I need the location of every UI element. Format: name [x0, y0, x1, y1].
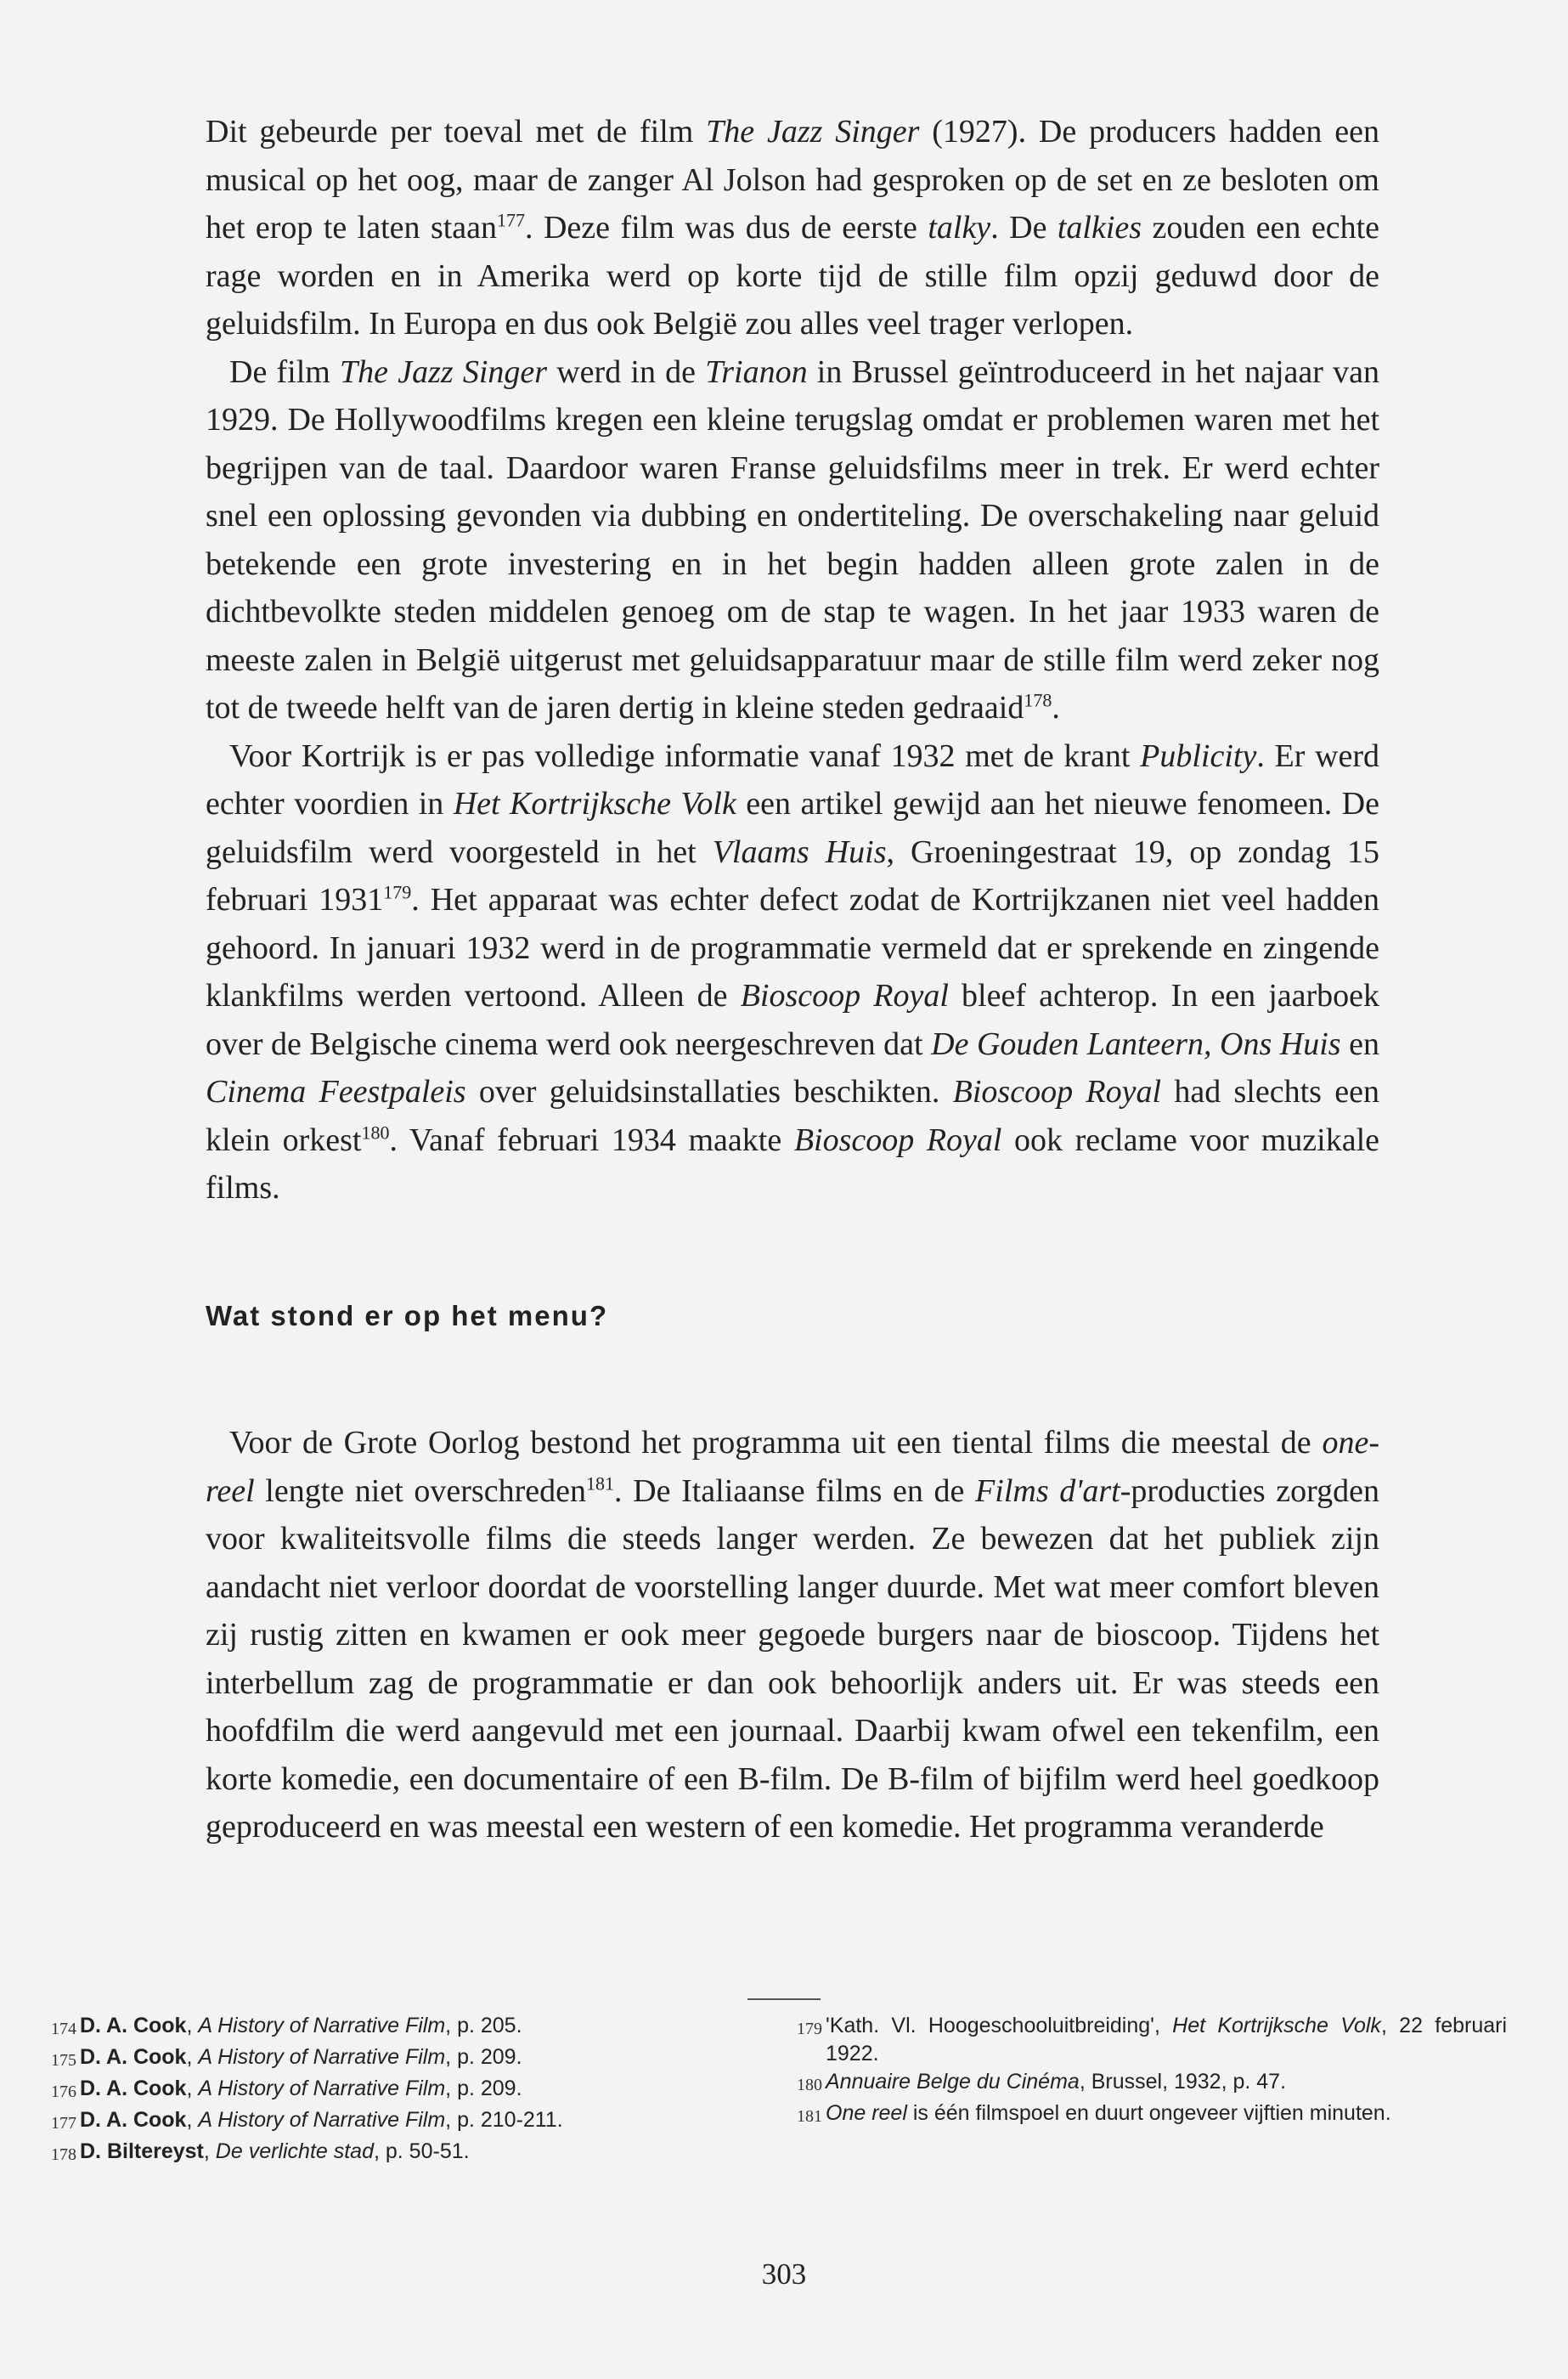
italic-run: Het Kortrijksche Volk: [453, 786, 736, 822]
body-text-bottom: [206, 1419, 1379, 1851]
footnote: [51, 2106, 722, 2138]
text-run: Voor Kortrijk is er pas volledige informatie vanaf 1932 met de krant: [229, 737, 1141, 774]
text-run: , p. 209.: [445, 2077, 522, 2100]
italic-run: Annuaire Belge du Cinéma: [826, 2070, 1080, 2094]
text-run: , p. 205.: [445, 2014, 522, 2037]
text-run: over geluidsinstallaties beschikten.: [465, 1074, 953, 1110]
footnote-text: [80, 2043, 722, 2075]
footnotes-left: [51, 2012, 722, 2169]
text-run: in Brussel geïntroduceerd in het najaar van 1929. De Hollywoodfilms kregen een kleine terugslag omdat er problemen waren met het begrijpen van de taal. Daardoor waren Franse geluidsfilms meer in trek. Er werd echter snel een oplossing gevonden via dubbing en ondertiteling. De overschakeling naar geluid betekende een grote investering en in het begin hadden alleen grote zalen in de dichtbevolkte steden middelen genoeg om de stap te wagen. In het jaar 1933 waren de meeste zalen in België uitgerust met geluidsapparatuur maar de stille film werd zeker nog tot de tweede helft van de jaren dertig in kleine steden gedraaid: [206, 353, 1379, 726]
text-run: en: [1340, 1026, 1379, 1062]
text-run: ,: [186, 2108, 199, 2132]
footnote-divider: [747, 1998, 821, 2000]
footnote-number: 176: [51, 2082, 76, 2101]
text-run: .: [1052, 690, 1060, 726]
text-run: lengte niet overschreden: [254, 1472, 586, 1509]
italic-run: One reel: [826, 2101, 907, 2125]
text-run: . Vanaf februari 1934 maakte: [389, 1122, 794, 1158]
footnote-number: 175: [51, 2051, 76, 2070]
text-run: ,: [186, 2077, 199, 2100]
text-run: 'Kath. Vl. Hoogeschooluitbreiding',: [826, 2014, 1173, 2037]
footnote: [797, 2068, 1507, 2099]
body-text-top: [206, 108, 1379, 1212]
text-run: ,: [186, 2014, 199, 2037]
text-run: ,: [203, 2139, 216, 2163]
footnote-number: 178: [51, 2145, 76, 2164]
footnote-number: 181: [797, 2107, 822, 2126]
text-run: bleef achterop. In een jaarboek over de Belgische cinema werd ook neergeschreven dat: [206, 978, 1380, 1062]
footnote-ref: 179: [383, 881, 412, 903]
footnote: [51, 2075, 722, 2106]
italic-run: Het Kortrijksche Volk: [1172, 2014, 1381, 2037]
text-run: had slechts een klein orkest: [206, 1074, 1379, 1158]
text-run: ook reclame voor muzikale films.: [206, 1122, 1379, 1206]
text-run: , p. 209.: [445, 2045, 522, 2069]
italic-run: A History of Narrative Film: [198, 2077, 446, 2100]
italic-run: Films d'art: [975, 1472, 1120, 1509]
text-run: , Groeningestraat 19, op zondag 15 februari 1931: [206, 833, 1379, 918]
paragraph: [206, 1419, 1379, 1851]
text-run: . Er werd echter voordien in: [206, 737, 1379, 822]
text-run: zouden een echte rage worden en in Amerika werd op korte tijd de stille film opzij geduwd door de geluidsfilm. In Europa en dus ook België zou alles veel trager verlopen.: [206, 210, 1380, 342]
footnotes-right: [797, 2012, 1507, 2131]
text-run: . Het apparaat was echter defect zodat de Kortrijkzanen niet veel hadden gehoord. In januari 1932 werd in de programmatie vermeld dat er sprekende en zingende klankfilms werden vertoond. Alleen de: [206, 882, 1379, 1014]
footnote: [51, 2043, 722, 2075]
italic-run: The Jazz Singer: [706, 114, 920, 150]
italic-run: Bioscoop Royal: [793, 1122, 1002, 1158]
author-name: D. A. Cook: [80, 2077, 187, 2100]
italic-run: Vlaams Huis: [712, 833, 887, 870]
footnote-text: [80, 2012, 722, 2043]
text-run: , Brussel, 1932, p. 47.: [1079, 2070, 1287, 2094]
italic-run: A History of Narrative Film: [198, 2014, 446, 2037]
italic-run: Bioscoop Royal: [952, 1074, 1162, 1110]
text-run: Dit gebeurde per toeval met de film: [206, 114, 707, 150]
footnote-number: 177: [51, 2114, 76, 2133]
text-run: ,: [186, 2045, 199, 2069]
footnote-text: [826, 2012, 1507, 2068]
italic-run: De verlichte stad: [215, 2139, 374, 2163]
italic-run: Cinema Feestpaleis: [206, 1074, 466, 1110]
footnote-text: [826, 2099, 1507, 2131]
italic-run: talky: [928, 210, 991, 246]
author-name: D. A. Cook: [80, 2014, 187, 2037]
author-name: D. Biltereyst: [80, 2139, 204, 2163]
italic-run: Bioscoop Royal: [740, 978, 949, 1014]
footnote-number: 174: [51, 2020, 76, 2038]
footnote-text: [826, 2068, 1507, 2099]
text-run: is één filmspoel en duurt ongeveer vijftien minuten.: [906, 2101, 1391, 2125]
paragraph: [206, 732, 1379, 1212]
author-name: D. A. Cook: [80, 2108, 187, 2132]
footnote: [51, 2012, 722, 2043]
text-run: Voor de Grote Oorlog bestond het programma uit een tiental films die meestal de: [229, 1425, 1323, 1461]
footnote: [797, 2099, 1507, 2131]
footnote-text: [80, 2138, 722, 2169]
paragraph: [206, 108, 1379, 348]
section-heading: Wat stond er op het menu?: [206, 1300, 609, 1331]
footnote-ref: 177: [497, 209, 526, 231]
paragraph: [206, 348, 1379, 732]
italic-run: A History of Narrative Film: [198, 2108, 446, 2132]
italic-run: The Jazz Singer: [340, 353, 548, 390]
italic-run: De Gouden Lanteern, Ons Huis: [931, 1026, 1341, 1062]
text-run: De film: [229, 353, 341, 390]
text-run: , 22 februari 1922.: [826, 2014, 1508, 2065]
italic-run: Publicity: [1140, 737, 1257, 774]
footnote: [797, 2012, 1507, 2068]
text-run: -producties zorgden voor kwaliteitsvolle films die steeds langer werden. Ze bewezen dat het publiek zijn aandacht niet verloor doordat de voorstelling langer duurde. Met wat meer comfort bleven zij rustig zitten en kwamen er ook meer gegoede burgers naar de bioscoop. Tijdens het interbellum zag de programmatie er dan ook behoorlijk anders uit. Er was steeds een hoofdfilm die werd aangevuld met een journaal. Daarbij kwam ofwel een tekenfilm, een korte komedie, een documentaire of een B-film. De B-film of bijfilm werd heel goedkoop geproduceerd en was meestal een western of een komedie. Het programma veranderde: [206, 1472, 1379, 1845]
footnote-ref: 178: [1024, 689, 1052, 711]
text-run: een artikel gewijd aan het nieuwe fenomeen. De geluidsfilm werd voorgesteld in het: [206, 786, 1379, 870]
text-run: . De: [990, 210, 1058, 246]
page-number: 303: [761, 2258, 807, 2291]
author-name: D. A. Cook: [80, 2045, 187, 2069]
italic-run: Trianon: [705, 353, 808, 390]
footnote-number: 180: [797, 2076, 822, 2094]
text-run: . De Italiaanse films en de: [613, 1472, 976, 1509]
text-run: werd in de: [547, 353, 706, 390]
text-run: , p. 210-211.: [445, 2108, 563, 2132]
italic-run: talkies: [1057, 210, 1142, 246]
footnote-text: [80, 2075, 722, 2106]
footnote: [51, 2138, 722, 2169]
text-run: . Deze film was dus de eerste: [525, 210, 928, 246]
footnote-number: 179: [797, 2020, 822, 2038]
italic-run: A History of Narrative Film: [198, 2045, 446, 2069]
text-run: , p. 50-51.: [374, 2139, 470, 2163]
footnote-ref: 181: [585, 1472, 614, 1494]
footnote-ref: 180: [361, 1121, 390, 1143]
footnote-text: [80, 2106, 722, 2138]
text-run: (1927). De producers hadden een musical op het oog, maar de zanger Al Jolson had gesproken op de set en ze besloten om het erop te laten staan: [206, 114, 1379, 246]
italic-run: one-reel: [206, 1425, 1379, 1509]
